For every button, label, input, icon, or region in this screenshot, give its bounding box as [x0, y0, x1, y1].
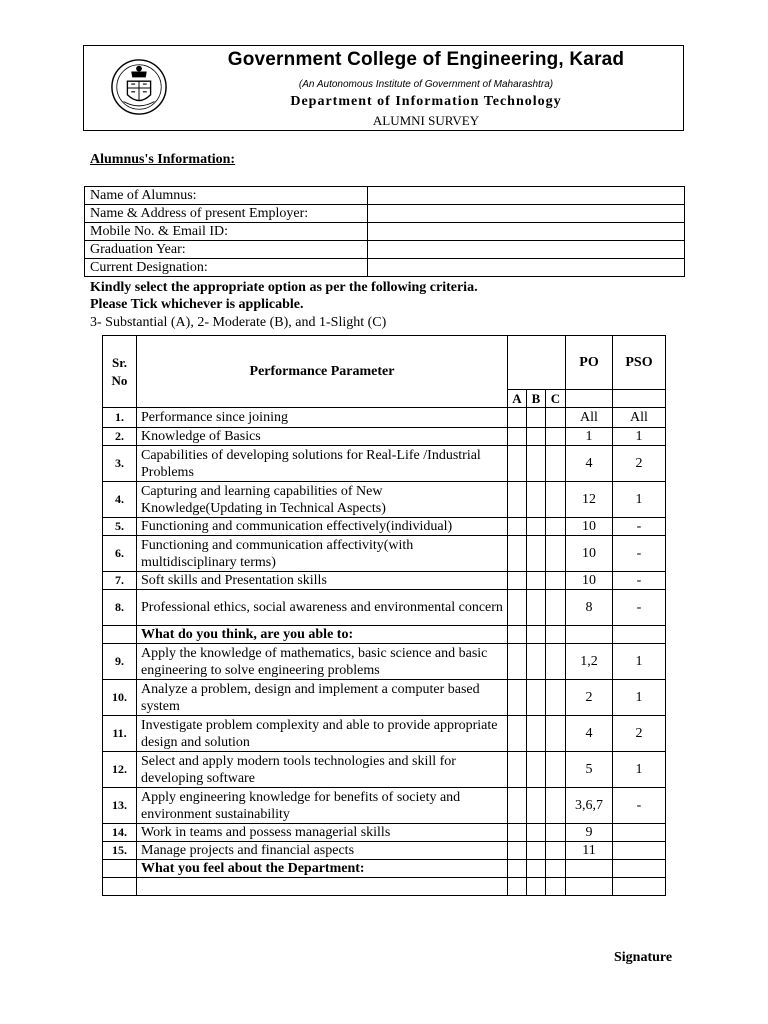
parameter-text: Performance since joining — [137, 408, 508, 428]
parameter-row — [103, 482, 666, 518]
sr-cell — [103, 860, 137, 878]
parameter-text: Investigate problem complexity and able to provide appropriate design and solution — [137, 716, 508, 752]
sr-no: 7. — [103, 572, 137, 590]
sr-no: 14. — [103, 824, 137, 842]
parameter-text: Capturing and learning capabilities of New Knowledge(Updating in Technical Aspects) — [137, 482, 508, 518]
po-cell — [566, 878, 613, 896]
parameter-text: Capabilities of developing solutions for Real-Life /Industrial Problems — [137, 446, 508, 482]
rating-b-checkbox[interactable] — [527, 680, 546, 716]
pso-value: - — [613, 518, 666, 536]
po-value: 3,6,7 — [566, 788, 613, 824]
parameter-text: Soft skills and Presentation skills — [137, 572, 508, 590]
parameter-text: Manage projects and financial aspects — [137, 842, 508, 860]
rating-c-checkbox[interactable] — [546, 408, 566, 428]
info-value-field[interactable] — [368, 241, 685, 259]
signature-label: Signature — [614, 950, 673, 965]
college-emblem-logo — [110, 58, 168, 116]
rating-b-checkbox[interactable] — [527, 860, 546, 878]
info-row — [85, 241, 685, 259]
parameter-text: Knowledge of Basics — [137, 428, 508, 446]
po-value: 1 — [566, 428, 613, 446]
header-row — [103, 336, 666, 390]
parameter-row — [103, 680, 666, 716]
rating-c-checkbox[interactable] — [546, 752, 566, 788]
parameter-row — [103, 572, 666, 590]
rating-c-checkbox[interactable] — [546, 518, 566, 536]
rating-a-checkbox[interactable] — [508, 408, 527, 428]
rating-a-checkbox[interactable] — [508, 536, 527, 572]
rating-c-checkbox[interactable] — [546, 842, 566, 860]
sr-no: 13. — [103, 788, 137, 824]
document-header — [83, 45, 684, 131]
po-header: PO — [566, 336, 613, 390]
pso-cell — [613, 860, 666, 878]
rating-c-checkbox[interactable] — [546, 788, 566, 824]
parameter-row — [103, 752, 666, 788]
rating-c-checkbox[interactable] — [546, 716, 566, 752]
pso-value: - — [613, 788, 666, 824]
sr-no: 6. — [103, 536, 137, 572]
rating-b-checkbox[interactable] — [527, 572, 546, 590]
pso-value: All — [613, 408, 666, 428]
rating-c-checkbox[interactable] — [546, 824, 566, 842]
rating-header-blank — [508, 336, 566, 390]
info-value-field[interactable] — [368, 187, 685, 205]
rating-c-checkbox[interactable] — [546, 626, 566, 644]
parameter-row — [103, 518, 666, 536]
po-value: 10 — [566, 536, 613, 572]
pso-value: 2 — [613, 446, 666, 482]
info-label: Name & Address of present Employer: — [85, 205, 368, 223]
parameter-text: Functioning and communication effectively(individual) — [137, 518, 508, 536]
info-label: Graduation Year: — [85, 241, 368, 259]
department-name: Department of Information Technology — [290, 94, 562, 109]
pso-value: 2 — [613, 716, 666, 752]
rating-c-checkbox[interactable] — [546, 428, 566, 446]
rating-c-checkbox[interactable] — [546, 536, 566, 572]
pso-value — [613, 824, 666, 842]
blank-row — [103, 878, 666, 896]
pso-value: - — [613, 572, 666, 590]
sr-cell — [103, 878, 137, 896]
parameter-text: Select and apply modern tools technologies and skill for developing software — [137, 752, 508, 788]
instruction-line-2: Please Tick whichever is applicable. — [90, 297, 304, 312]
rating-b-checkbox[interactable] — [527, 626, 546, 644]
rating-a-checkbox[interactable] — [508, 518, 527, 536]
rating-a-checkbox[interactable] — [508, 842, 527, 860]
po-value: All — [566, 408, 613, 428]
po-value: 8 — [566, 590, 613, 626]
pso-value: 1 — [613, 644, 666, 680]
sr-no: 11. — [103, 716, 137, 752]
rating-b-checkbox[interactable] — [527, 788, 546, 824]
alumnus-info-title: Alumnus's Information: — [90, 152, 236, 167]
parameter-text: Professional ethics, social awareness and environmental concern — [137, 590, 508, 626]
section-label: What do you think, are you able to: — [137, 626, 508, 644]
sr-no: 15. — [103, 842, 137, 860]
pso-value: 1 — [613, 752, 666, 788]
po-value: 10 — [566, 518, 613, 536]
rating-a-checkbox[interactable] — [508, 482, 527, 518]
parameter-header: Performance Parameter — [137, 336, 508, 408]
rating-c-checkbox[interactable] — [546, 644, 566, 680]
rating-b-checkbox[interactable] — [527, 752, 546, 788]
rating-c-checkbox[interactable] — [546, 680, 566, 716]
parameter-text: Work in teams and possess managerial skills — [137, 824, 508, 842]
sr-no: 10. — [103, 680, 137, 716]
parameter-row — [103, 824, 666, 842]
rating-b-checkbox[interactable] — [527, 408, 546, 428]
sr-cell — [103, 626, 137, 644]
info-row — [85, 205, 685, 223]
sr-no: 8. — [103, 590, 137, 626]
info-label: Current Designation: — [85, 259, 368, 277]
rating-a-checkbox[interactable] — [508, 590, 527, 626]
pso-value: 1 — [613, 680, 666, 716]
rating-a-checkbox[interactable] — [508, 680, 527, 716]
rating-a-checkbox[interactable] — [508, 716, 527, 752]
sr-no: 9. — [103, 644, 137, 680]
rating-b-checkbox[interactable] — [527, 644, 546, 680]
parameter-row — [103, 428, 666, 446]
rating-c-checkbox[interactable] — [546, 860, 566, 878]
info-value-field[interactable] — [368, 223, 685, 241]
parameter-row — [103, 788, 666, 824]
rating-a-checkbox[interactable] — [508, 572, 527, 590]
rating-b-checkbox[interactable] — [527, 590, 546, 626]
rating-scale: 3- Substantial (A), 2- Moderate (B), and 1-Slight (C) — [90, 315, 387, 330]
po-subheader-blank — [566, 390, 613, 408]
rating-a-header: A — [508, 390, 527, 408]
po-value: 11 — [566, 842, 613, 860]
sr-no: 1. — [103, 408, 137, 428]
rating-a-checkbox[interactable] — [508, 626, 527, 644]
parameter-text: Functioning and communication affectivity(with multidisciplinary terms) — [137, 536, 508, 572]
rating-a-checkbox[interactable] — [508, 824, 527, 842]
po-value: 1,2 — [566, 644, 613, 680]
rating-b-checkbox[interactable] — [527, 446, 546, 482]
parameter-text: Analyze a problem, design and implement a computer based system — [137, 680, 508, 716]
info-row — [85, 223, 685, 241]
sr-no: 5. — [103, 518, 137, 536]
parameter-text: Apply the knowledge of mathematics, basic science and basic engineering to solve engineering problems — [137, 644, 508, 680]
po-value: 2 — [566, 680, 613, 716]
rating-b-checkbox[interactable] — [527, 878, 546, 896]
pso-value: 1 — [613, 428, 666, 446]
po-value: 5 — [566, 752, 613, 788]
section-label: What you feel about the Department: — [137, 860, 508, 878]
pso-value: - — [613, 536, 666, 572]
po-value: 10 — [566, 572, 613, 590]
section-row — [103, 626, 666, 644]
rating-b-checkbox[interactable] — [527, 428, 546, 446]
survey-title: ALUMNI SURVEY — [372, 113, 480, 128]
po-cell — [566, 860, 613, 878]
rating-b-checkbox[interactable] — [527, 518, 546, 536]
rating-a-checkbox[interactable] — [508, 446, 527, 482]
rating-a-checkbox[interactable] — [508, 752, 527, 788]
sr-no-header: Sr. No — [103, 336, 137, 408]
parameter-row — [103, 590, 666, 626]
po-value: 4 — [566, 716, 613, 752]
pso-value: 1 — [613, 482, 666, 518]
parameter-row — [103, 408, 666, 428]
info-row — [85, 259, 685, 277]
sr-no: 4. — [103, 482, 137, 518]
info-row — [85, 187, 685, 205]
info-value-field[interactable] — [368, 259, 685, 277]
rating-b-checkbox[interactable] — [527, 482, 546, 518]
parameter-row — [103, 446, 666, 482]
rating-a-checkbox[interactable] — [508, 644, 527, 680]
info-value-field[interactable] — [368, 205, 685, 223]
rating-c-checkbox[interactable] — [546, 590, 566, 626]
rating-c-checkbox[interactable] — [546, 482, 566, 518]
rating-b-header: B — [527, 390, 546, 408]
section-row — [103, 860, 666, 878]
rating-a-checkbox[interactable] — [508, 428, 527, 446]
po-cell — [566, 626, 613, 644]
instruction-line-1: Kindly select the appropriate option as per the following criteria. — [90, 280, 478, 295]
performance-table — [102, 335, 666, 896]
parameter-row — [103, 536, 666, 572]
pso-cell — [613, 626, 666, 644]
rating-b-checkbox[interactable] — [527, 842, 546, 860]
pso-cell — [613, 878, 666, 896]
info-label: Name of Alumnus: — [85, 187, 368, 205]
rating-a-checkbox[interactable] — [508, 788, 527, 824]
rating-c-checkbox[interactable] — [546, 572, 566, 590]
parameter-row — [103, 716, 666, 752]
rating-c-checkbox[interactable] — [546, 446, 566, 482]
parameter-row — [103, 644, 666, 680]
sr-no: 2. — [103, 428, 137, 446]
rating-a-checkbox[interactable] — [508, 878, 527, 896]
sr-no: 12. — [103, 752, 137, 788]
rating-a-checkbox[interactable] — [508, 860, 527, 878]
info-label: Mobile No. & Email ID: — [85, 223, 368, 241]
rating-b-checkbox[interactable] — [527, 716, 546, 752]
po-value: 4 — [566, 446, 613, 482]
sr-no: 3. — [103, 446, 137, 482]
rating-b-checkbox[interactable] — [527, 824, 546, 842]
college-name: Government College of Engineering, Karad — [227, 49, 625, 70]
parameter-text: Apply engineering knowledge for benefits of society and environment sustainability — [137, 788, 508, 824]
parameter-row — [103, 842, 666, 860]
autonomous-note: (An Autonomous Institute of Government of Maharashtra) — [298, 79, 554, 90]
po-value: 9 — [566, 824, 613, 842]
feedback-field[interactable] — [137, 878, 508, 896]
rating-c-header: C — [546, 390, 566, 408]
rating-c-checkbox[interactable] — [546, 878, 566, 896]
pso-value — [613, 842, 666, 860]
pso-subheader-blank — [613, 390, 666, 408]
po-value: 12 — [566, 482, 613, 518]
pso-header: PSO — [613, 336, 666, 390]
pso-value: - — [613, 590, 666, 626]
alumnus-info-table — [84, 186, 685, 277]
rating-b-checkbox[interactable] — [527, 536, 546, 572]
